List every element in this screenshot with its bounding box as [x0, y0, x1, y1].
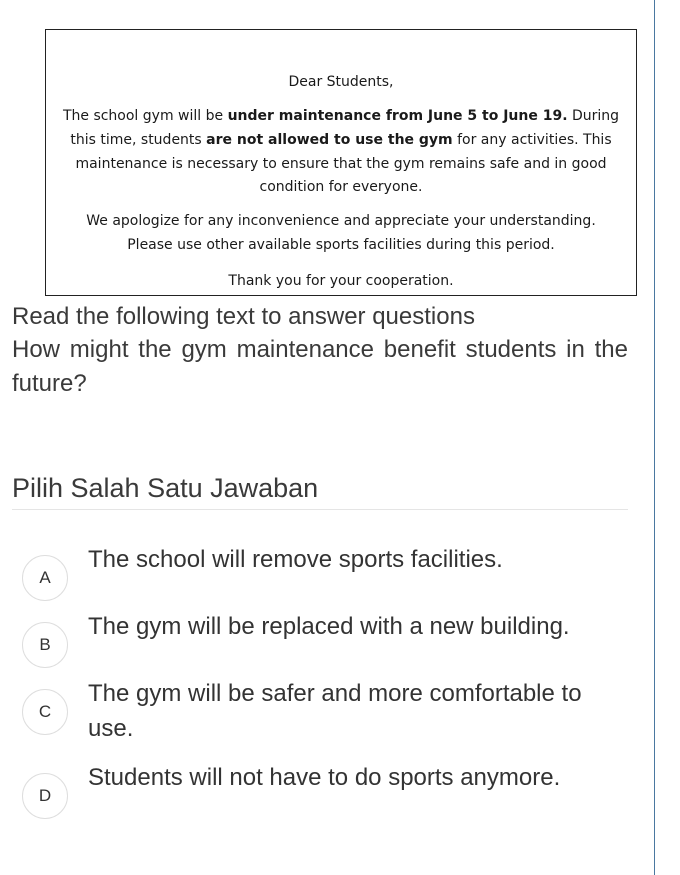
notice-image — [45, 29, 637, 296]
notice-paragraph-2: We apologize for any inconvenience and appreciate your understanding. Please use other available sports facilities during this period. — [86, 213, 596, 253]
question-text: How might the gym maintenance benefit students in the future? — [12, 336, 628, 397]
divider — [12, 509, 628, 510]
notice-text-segment: During this time, students — [70, 108, 620, 148]
option-letter-badge[interactable]: C — [22, 689, 68, 735]
option-letter-badge[interactable]: A — [22, 555, 68, 601]
option-text[interactable]: The gym will be safer and more comfortable to use. — [88, 680, 582, 742]
notice-thanks: Thank you for your cooperation. — [228, 273, 454, 289]
instruction-text: Read the following text to answer questions — [12, 303, 475, 330]
notice-bold-segment: are not allowed to use the gym — [206, 131, 453, 148]
option-letter-badge[interactable]: D — [22, 773, 68, 819]
option-text[interactable]: Students will not have to do sports anymore. — [88, 764, 561, 791]
option-text[interactable]: The gym will be replaced with a new building. — [88, 613, 570, 640]
notice-bold-segment: under maintenance from June 5 to June 19. — [227, 108, 568, 124]
notice-text-segment: for any activities. This maintenance is necessary to ensure that the gym remains safe and in good condition for everyone. — [75, 131, 612, 196]
choose-answer-heading: Pilih Salah Satu Jawaban — [12, 473, 319, 503]
option-text[interactable]: The school will remove sports facilities. — [88, 546, 503, 573]
notice-greeting: Dear Students, — [288, 74, 394, 90]
right-border-line — [654, 0, 655, 875]
option-letter-badge[interactable]: B — [22, 622, 68, 668]
notice-paragraph-1 — [56, 105, 626, 200]
notice-text-segment: The school gym will be — [62, 108, 228, 124]
